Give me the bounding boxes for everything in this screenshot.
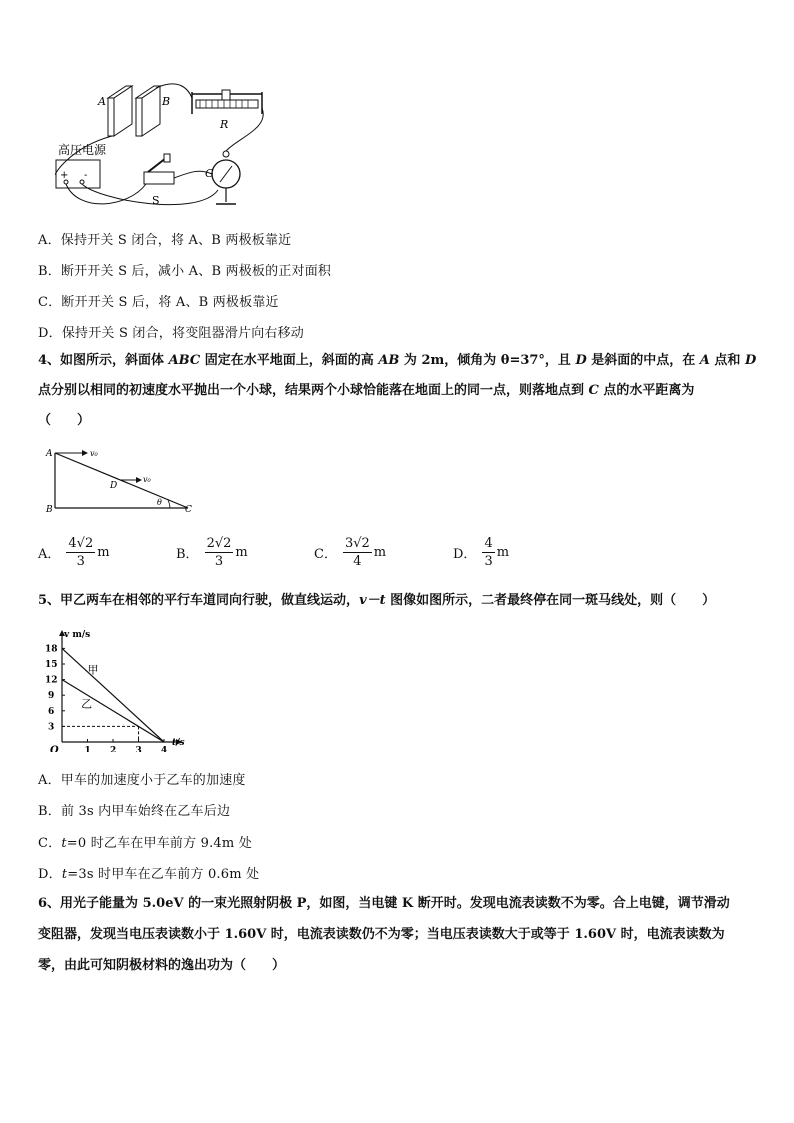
y-tick-label: 18	[45, 644, 58, 655]
power-supply-label: 高压电源	[58, 143, 107, 157]
q4-line-1	[38, 346, 758, 376]
denominator: 4	[353, 554, 362, 569]
q5-option-a: A．甲车的加速度小于乙车的加速度	[38, 773, 246, 788]
q4-var-d: D	[575, 353, 587, 368]
q6-line-3: 零，由此可知阴极材料的逸出功为（ ）	[38, 958, 286, 973]
rheostat	[192, 90, 262, 114]
label-g: G	[205, 167, 214, 180]
q4-text: 点的水平距离为	[598, 383, 695, 398]
q4-var-abc: ABC	[168, 353, 201, 368]
fraction	[482, 536, 494, 569]
q4-text: 为 2m，倾角为 θ=37°，且	[399, 353, 576, 368]
x-axis-label: t/s	[172, 738, 185, 748]
q5-text: 甲乙两车在相邻的平行车道同向行驶，做直线运动，	[60, 593, 360, 608]
fig-label-v0-mid: v₀	[143, 475, 151, 484]
fraction	[66, 536, 95, 569]
option-text: =3s 时甲车在乙车前方 0.6m 处	[67, 867, 260, 882]
denominator: 3	[484, 554, 493, 569]
option-letter: D．	[38, 867, 62, 882]
minus-sign: -	[84, 170, 88, 181]
capacitor-plate-b	[136, 86, 160, 136]
q4-option-d	[453, 536, 509, 569]
q6-line-1	[38, 888, 758, 919]
series-label-yi: 乙	[81, 697, 93, 711]
var-t: t	[61, 867, 68, 882]
question-4	[38, 346, 758, 436]
q4-text: 如图所示，斜面体	[60, 353, 169, 368]
q4-var-a: A	[699, 353, 710, 368]
fig-label-d: D	[110, 481, 118, 491]
fraction	[343, 536, 372, 569]
q5-text: 图像如图所示，二者最终停在同一斑马线处，则（ ）	[385, 593, 716, 608]
y-axis-label: v m/s	[64, 630, 91, 640]
y-tick-label: 15	[45, 660, 58, 670]
option-letter: B．	[176, 547, 199, 562]
q4-text: 是斜面的中点，在	[586, 353, 700, 368]
numerator: 4√2	[68, 536, 94, 551]
switch-s	[144, 154, 174, 184]
fig-label-theta: θ	[157, 498, 162, 507]
q6-text: 用光子能量为 5.0eV 的一束光照射阴极 P，如图，当电键 K 断开时。发现电流表读数不为零。合上电键，调节滑动	[60, 896, 730, 911]
fig-label-v0-top: v₀	[90, 449, 98, 458]
x-tick-label: 2	[110, 746, 117, 752]
q5-number: 5、	[38, 593, 61, 608]
q4-var-d: D	[744, 353, 757, 368]
option-letter: D．	[453, 547, 477, 562]
numerator: 2√2	[206, 536, 232, 551]
fig-label-a: A	[46, 449, 53, 459]
option-letter: A．	[38, 547, 61, 562]
series-label-jia: 甲	[87, 663, 99, 677]
q3-option-d: D．保持开关 S 闭合，将变阻器滑片向右移动	[38, 326, 304, 341]
x-tick-label: 4	[161, 746, 168, 752]
label-a: A	[98, 95, 106, 108]
vt-chart	[36, 626, 196, 752]
fraction	[205, 536, 234, 569]
q4-var-c: C	[588, 383, 599, 398]
q4-option-c	[314, 536, 386, 569]
x-tick-label: 3	[135, 746, 142, 752]
q3-option-a: A．保持开关 S 闭合，将 A、B 两极板靠近	[38, 233, 292, 248]
option-letter: C．	[38, 836, 62, 851]
label-s: S	[152, 194, 160, 207]
question-5	[38, 586, 758, 616]
q5-option-b: B．前 3s 内甲车始终在乙车后边	[38, 804, 231, 819]
y-tick-label: 12	[45, 675, 58, 686]
q4-text: 点分别以相同的初速度水平抛出一个小球，结果两个小球恰能落在地面上的同一点，则落地点到	[38, 383, 589, 398]
y-tick-label: 3	[48, 722, 55, 733]
unit: m	[97, 545, 110, 560]
fig-label-b: B	[46, 505, 53, 515]
q4-option-a	[38, 536, 110, 569]
var-t: t	[61, 836, 67, 851]
q4-var-ab: AB	[378, 353, 400, 368]
incline-figure	[40, 444, 200, 516]
q4-number: 4、	[38, 353, 61, 368]
option-text: =0 时乙车在甲车前方 9.4m 处	[66, 836, 252, 851]
galvanometer	[212, 151, 240, 204]
q3-option-c: C．断开开关 S 后，将 A、B 两极板靠近	[38, 295, 279, 310]
numerator: 3√2	[344, 536, 370, 551]
question-6	[38, 888, 758, 981]
q5-option-d	[38, 863, 259, 882]
q4-answer-paren: （ ）	[38, 413, 91, 428]
q3-option-b: B．断开开关 S 后，减小 A、B 两极板的正对面积	[38, 264, 332, 279]
y-tick-label: 6	[48, 706, 55, 717]
q4-option-b	[176, 536, 248, 569]
unit: m	[496, 545, 510, 560]
q4-text: 固定在水平地面上，斜面的高	[200, 353, 379, 368]
denominator: 3	[76, 554, 85, 569]
option-letter: C．	[314, 547, 337, 562]
q6-number: 6、	[38, 896, 61, 911]
denominator: 3	[214, 554, 224, 569]
x-tick-label: 1	[84, 746, 91, 752]
capacitor-plate-a	[108, 86, 132, 136]
unit: m	[373, 545, 387, 560]
q4-line-2	[38, 376, 758, 406]
y-tick-label: 9	[48, 691, 55, 702]
series-line-jia	[62, 648, 164, 742]
circuit-figure	[48, 78, 278, 218]
unit: m	[235, 545, 248, 560]
q6-line-2: 变阻器，发现当电压表读数小于 1.60V 时，电流表读数仍不为零；当电压表读数大于或等于 1.60V 时，电流表读数为	[38, 927, 725, 942]
label-r: R	[220, 118, 229, 131]
series-line-yi	[62, 680, 164, 742]
q4-text: 点和	[709, 353, 745, 368]
origin-label: O	[50, 745, 59, 752]
fig-label-c: C	[185, 505, 192, 515]
q5-var-vt: v－t	[359, 593, 386, 608]
label-b: B	[162, 95, 171, 108]
numerator: 4	[484, 536, 493, 551]
q5-option-c	[38, 832, 252, 851]
plus-sign: +	[60, 170, 69, 181]
